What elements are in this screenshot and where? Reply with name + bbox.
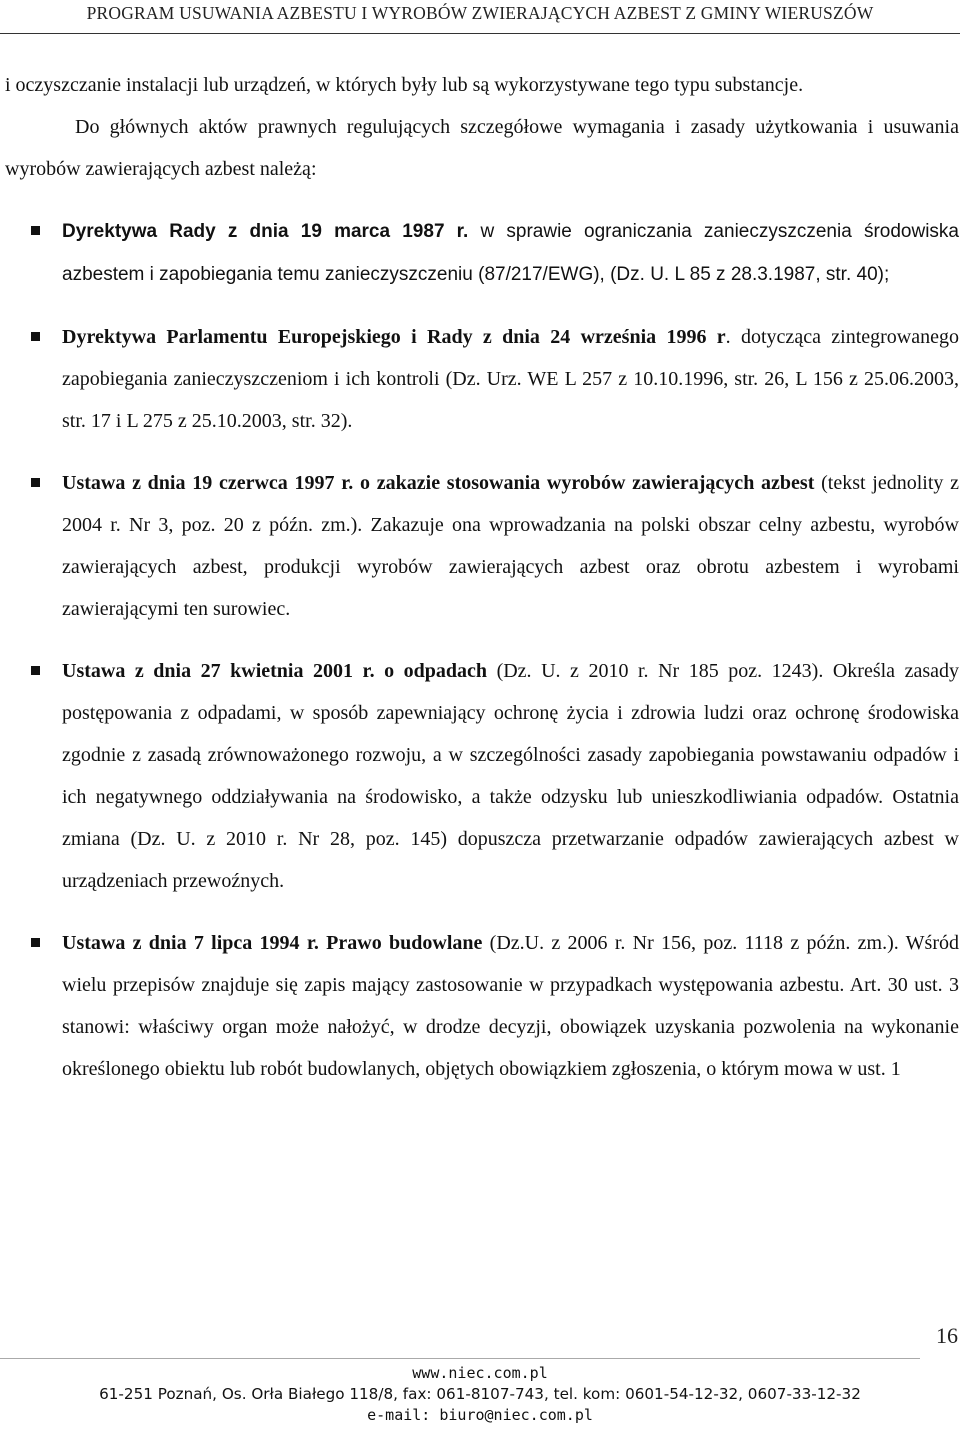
main-content (5, 64, 959, 1090)
intro-continuation: i oczyszczanie instalacji lub urządzeń, w których były lub są wykorzystywane tego typu substancje. (5, 74, 804, 96)
act-description: (Dz. U. z 2010 r. Nr 185 poz. 1243). Określa zasady postępowania z odpadami, w sposób zapewniający ochronę życia i zdrowia ludzi oraz ochronę środowiska zgodnie z zasadą zrównoważonego rozwoju, a w szczególności zasady zapobiegania powstawaniu odpadów i ich negatywnego oddziaływania na środowisko, a także odzysku lub unieszkodliwiania odpadów. Ostatnia zmiana (Dz. U. z 2010 r. Nr 28, poz. 145) dopuszcza przetwarzanie odpadów zawierających azbest w urządzeniach przewoźnych. (62, 660, 960, 892)
act-description: (Dz.U. z 2006 r. Nr 156, poz. 1118 z późn. zm.). Wśród wielu przepisów znajduje się zapis mający zastosowanie w przypadkach występowania azbestu. Art. 30 ust. 3 stanowi: właściwy organ może nałożyć, w drodze decyzji, obowiązek uzyskania pozwolenia na wykonanie określonego obiektu lub robót budowlanych, objętych obowiązkiem zgłoszenia, o którym mowa w ust. 1 (62, 932, 959, 1080)
act-description: w sprawie ograniczania zanieczyszczenia środowiska azbestem i zapobiegania temu zanieczyszczeniu (87/217/EWG), (Dz. U. L 85 z 28.3.1987, str. 40); (62, 221, 959, 285)
act-description: (tekst jednolity z 2004 r. Nr 3, poz. 20 z późn. zm.). Zakazuje ona wprowadzania na polski obszar celny azbestu, wyrobów zawierających azbest, produkcji wyrobów zawierających azbest oraz obrotu azbestem i wyrobami zawierającymi ten surowiec. (62, 472, 959, 620)
header-divider (0, 33, 960, 34)
page-header (0, 0, 960, 33)
square-bullet-icon (31, 478, 40, 487)
header-title: PROGRAM USUWANIA AZBESTU I WYROBÓW ZWIERAJĄCYCH AZBEST Z GMINY WIERUSZÓW (86, 3, 874, 23)
list-item (5, 210, 959, 296)
square-bullet-icon (31, 332, 40, 341)
square-bullet-icon (31, 226, 40, 235)
list-item (5, 462, 959, 630)
footer-divider (0, 1358, 920, 1359)
act-title: Dyrektywa Parlamentu Europejskiego i Rady z dnia 24 września 1996 r (62, 326, 726, 348)
act-title: Dyrektywa Rady z dnia 19 marca 1987 r. (62, 221, 469, 242)
list-item (5, 922, 959, 1090)
footer-website[interactable]: www.niec.com.pl (412, 1364, 548, 1382)
page-footer (0, 1363, 960, 1426)
act-title: Ustawa z dnia 27 kwietnia 2001 r. o odpadach (62, 660, 488, 682)
list-item (5, 650, 959, 902)
square-bullet-icon (31, 666, 40, 675)
act-title: Ustawa z dnia 7 lipca 1994 r. Prawo budowlane (62, 932, 483, 954)
lead-paragraph: Do głównych aktów prawnych regulujących szczegółowe wymagania i zasady użytkowania i usuwania wyrobów zawierających azbest należą: (5, 116, 959, 180)
list-item (5, 316, 959, 442)
page-number: 16 (936, 1323, 958, 1348)
act-title: Ustawa z dnia 19 czerwca 1997 r. o zakazie stosowania wyrobów zawierających azbest (62, 472, 815, 494)
square-bullet-icon (31, 938, 40, 947)
legal-acts-list (5, 210, 959, 1090)
act-description: . dotycząca zintegrowanego zapobiegania zanieczyszczeniom i ich kontroli (Dz. Urz. WE L 257 z 10.10.1996, str. 26, L 156 z 25.06.2003, str. 17 i L 275 z 25.10.2003, str. 32). (62, 326, 959, 432)
footer-email[interactable]: e-mail: biuro@niec.com.pl (367, 1406, 593, 1424)
footer-address: 61-251 Poznań, Os. Orła Białego 118/8, fax: 061-8107-743, tel. kom: 0601-54-12-32, 0607-33-12-32 (99, 1385, 861, 1403)
